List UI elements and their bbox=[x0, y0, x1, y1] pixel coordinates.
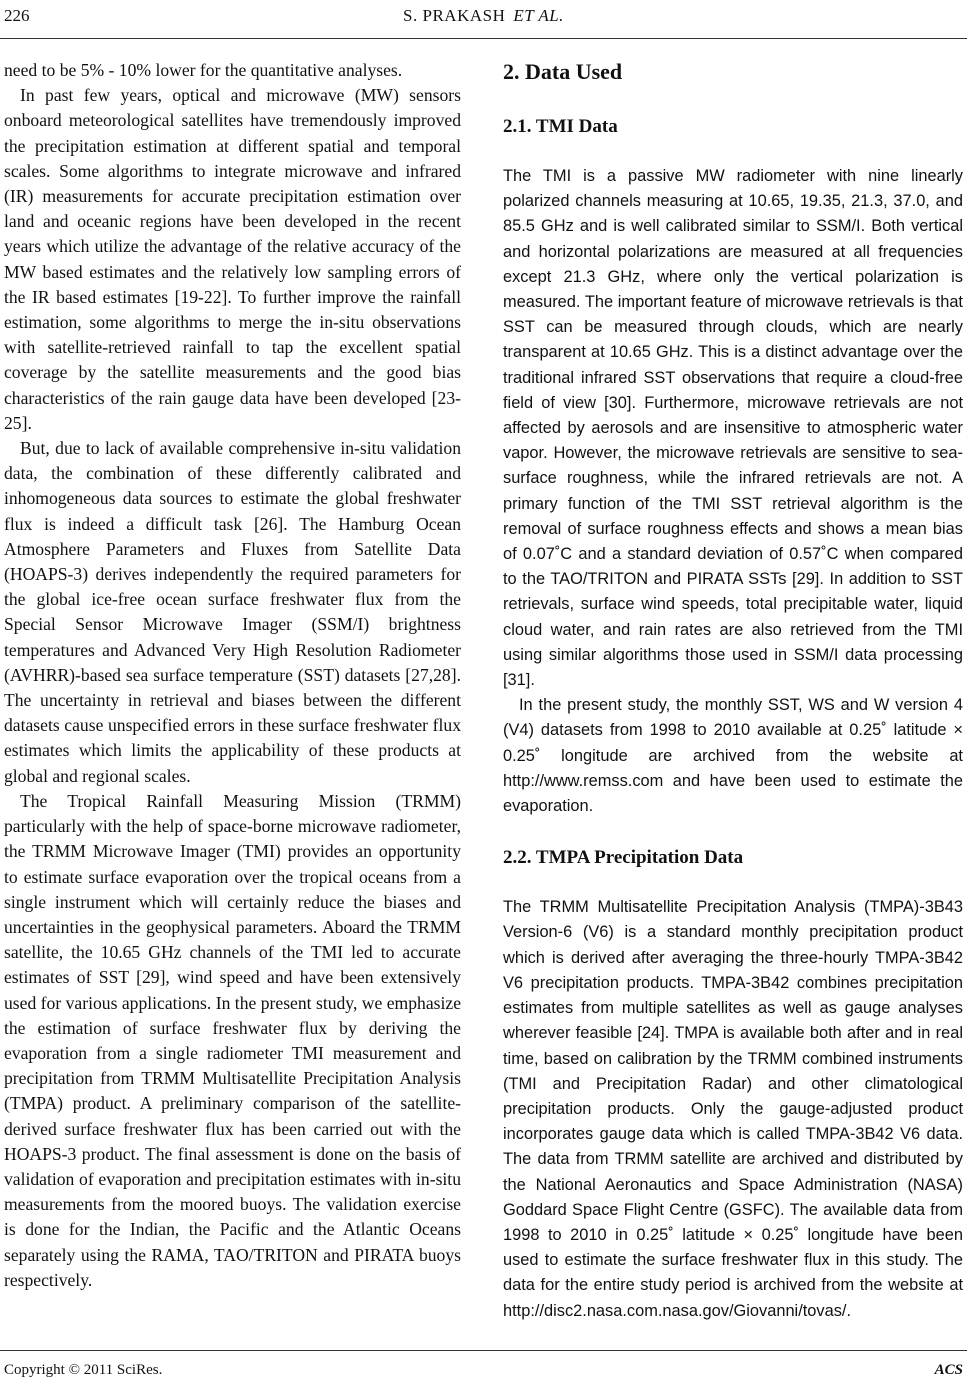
left-column bbox=[4, 58, 461, 1293]
subsection-title-tmpa-data: 2.2. TMPA Precipitation Data bbox=[503, 847, 744, 869]
running-head bbox=[0, 6, 967, 26]
left-paragraph-1: need to be 5% - 10% lower for the quantitative analyses. bbox=[4, 60, 403, 80]
section-title-data-used: 2. Data Used bbox=[503, 59, 623, 84]
page-header bbox=[0, 0, 967, 44]
tmi-paragraph-1: The TMI is a passive MW radiometer with nine linearly polarized channels measuring at 10.65, 19.35, 21.3, 37.0, and 85.5 GHz and is well calibrated similar to SSM/I. Both vertical and horizontal polarizations are measured at all frequencies except 21.3 GHz, where only the vertical polarization is measured. The important feature of microwave retrievals is that SST can be measured through clouds, which are nearly transparent at 10.65 GHz. This is a distinct advantage over the traditional infrared SST observations that require a cloud-free field of view [30]. Furthermore, microwave retrievals are not affected by aerosols and are insensitive to atmospheric water vapor. However, the microwave retrievals are sensitive to sea-surface roughness, while the infrared retrievals are not. A primary function of the TMI SST retrieval algorithm is the removal of surface roughness effects and shows a mean bias of 0.07˚C and a standard deviation of 0.57˚C when compared to the TAO/TRITON and PIRATA SSTs [29]. In addition to SST retrievals, surface wind speeds, total precipitable water, liquid cloud water, and rain rates are also retrieved from the TMI using similar algorithms those used in SSM/I data processing [31]. bbox=[503, 167, 963, 690]
page-footer bbox=[0, 1350, 967, 1386]
header-rule bbox=[0, 38, 967, 39]
tmpa-paragraph-1: The TRMM Multisatellite Precipitation Analysis (TMPA)-3B43 Version-6 (V6) is a standard monthly precipitation product which is derived after averaging the three-hourly TMPA-3B42 V6 precipitation products. TMPA-3B42 combines precipitation estimates from multiple satellites as well as gauge analyses wherever feasible [24]. TMPA is available both after and in real time, based on calibration by the TRMM combined instruments (TMI and Precipitation Radar) and other climatological precipitation products. Only the gauge-adjusted product incorporates gauge data which is called TMPA-3B42 V6 data. The data from TRMM satellite are archived and distributed by the National Aeronautics and Space Administration (NASA) Goddard Space Flight Centre (GSFC). The available data from 1998 to 2010 in 0.25˚ latitude × 0.25˚ longitude have been used to estimate the surface freshwater flux in this study. The data for the entire study period is archived from the website at http://disc2.nasa.com.nasa.gov/Giovanni/tovas/. bbox=[503, 898, 963, 1320]
journal-abbrev: ACS bbox=[934, 1362, 963, 1378]
left-paragraph-4: The Tropical Rainfall Measuring Mission (TRMM) particularly with the help of space-borne microwave radiometer, the TRMM Microwave Imager (TMI) provides an opportunity to estimate surface evaporation over the tropical oceans from a single instrument which will certainly reduce the biases and uncertainties in the geophysical parameters. Aboard the TRMM satellite, the 10.65 GHz channels of the TMI led to accurate estimates of SST [29], wind speed and have been extensively used for various applications. In the present study, we emphasize the estimation of surface freshwater flux by deriving the evaporation from a single radiometer TMI measurement and precipitation from TRMM Multisatellite Precipitation Analysis (TMPA) product. A preliminary comparison of the satellite-derived surface freshwater flux has been carried out with the HOAPS-3 product. The final assessment is done on the basis of validation of evaporation and precipitation estimates with in-situ measurements from the moored buoys. The validation exercise is done for the Indian, the Pacific and the Atlantic Oceans separately using the RAMA, TAO/TRITON and PIRATA buoys respectively. bbox=[4, 790, 461, 1290]
left-paragraph-2: In past few years, optical and microwave (MW) sensors onboard meteorological satellites have tremendously improved the precipitation estimation at different spatial and temporal scales. Some algorithms to integrate microwave and infrared (IR) measurements for accurate precipitation estimation over land and oceanic regions have been developed in the recent years which utilize the advantage of the relative accuracy of the MW based estimates and the relatively low sampling errors of the IR based estimates [19-22]. To further improve the rainfall estimation, some algorithms to merge the in-situ observations with satellite-retrieved rainfall to tap the excellent spatial coverage by the satellite measurements and the good bias characteristics of the rain gauge data have been developed [23-25]. bbox=[4, 85, 461, 433]
running-head-authors: S. PRAKASH bbox=[403, 6, 506, 25]
right-column bbox=[503, 58, 963, 1324]
left-paragraph-3: But, due to lack of available comprehensive in-situ validation data, the combination of these differently calibrated and inhomogeneous data sources to estimate the global freshwater flux is indeed a difficult task [26]. The Hamburg Ocean Atmosphere Parameters and Fluxes from Satellite Data (HOAPS-3) derives independently the required parameters for the global ice-free ocean surface freshwater flux from the Special Sensor Microwave Imager (SSM/I) brightness temperatures and Advanced Very High Resolution Radiometer (AVHRR)-based sea surface temperature (SST) datasets [27,28]. The uncertainty in retrieval and biases between the different datasets cause unspecified errors in these surface freshwater flux estimates which limits the applicability of these products at global and regional scales. bbox=[4, 438, 461, 786]
subsection-title-tmi-data: 2.1. TMI Data bbox=[503, 116, 618, 137]
footer-rule bbox=[0, 1350, 967, 1351]
page-number: 226 bbox=[4, 6, 30, 25]
tmi-paragraph-2: In the present study, the monthly SST, WS and W version 4 (V4) datasets from 1998 to 2010 available at 0.25˚ latitude × 0.25˚ longitude are archived from the website at http://www.remss.com and have been used to estimate the evaporation. bbox=[503, 696, 963, 816]
copyright-notice: Copyright © 2011 SciRes. bbox=[4, 1362, 163, 1378]
running-head-et-al: ET AL. bbox=[513, 6, 564, 25]
